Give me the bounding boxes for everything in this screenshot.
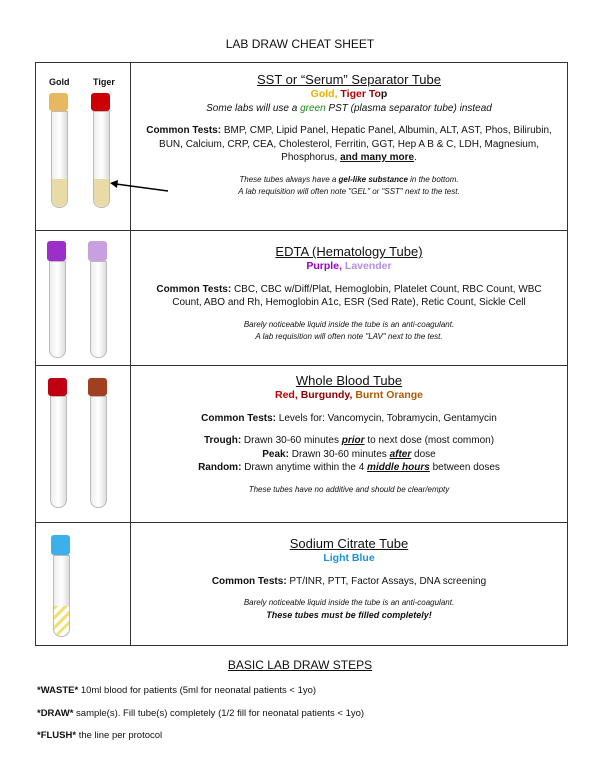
random-text: between doses (429, 462, 500, 473)
edta-anticoagulant-note: Barely noticeable liquid inside the tube is an anti-coagulant. (243, 319, 455, 329)
edta-description (131, 231, 568, 366)
random-line (131, 461, 567, 475)
edta-colors (131, 260, 567, 274)
tests-label: Common Tests: (211, 575, 287, 587)
color-lavender: Lavender (344, 260, 392, 272)
row-whole-blood (36, 366, 568, 523)
sst-tests (131, 124, 567, 165)
tests-more: and many more (340, 152, 415, 163)
red-tube (50, 396, 67, 508)
step-text: 10ml blood for patients (5ml for neonatal patients < 1yo) (78, 685, 317, 696)
edta-requisition-note: A lab requisition will often note "LAV" next to the test. (255, 331, 443, 341)
citrate-heading: Sodium Citrate Tube (289, 536, 409, 551)
sst-colors (131, 88, 567, 102)
color-top: p (380, 88, 388, 100)
whole-blood-heading: Whole Blood Tube (295, 373, 403, 388)
color-burgundy: Burgundy, (300, 389, 353, 401)
color-red: Red, (275, 389, 298, 401)
peak-line (131, 448, 567, 462)
edta-tests (131, 283, 567, 310)
color-tiger: Ti (340, 88, 350, 100)
tests-label: Common Tests: (146, 125, 222, 136)
step-label: *FLUSH* (37, 730, 77, 741)
color-tiger: r (361, 88, 366, 100)
gold-tube (51, 111, 68, 208)
purple-tube-cap (47, 241, 66, 261)
trough-label: Trough: (203, 435, 242, 446)
sst-heading: SST or “Serum” Separator Tube (256, 72, 441, 87)
whole-blood-note: These tubes have no additive and should be clear/empty (248, 484, 450, 494)
tests-label: Common Tests: (156, 283, 232, 295)
note-text: Some labs will use a (206, 102, 301, 114)
random-label: Random: (198, 462, 242, 473)
foot-text: These tubes always have a (239, 174, 339, 184)
trough-text: Drawn 30-60 minutes (241, 435, 342, 446)
step-draw (37, 708, 364, 719)
step-waste (37, 685, 316, 696)
note-green: green (300, 102, 326, 114)
light-blue-tube-cap (51, 535, 70, 555)
color-top: To (368, 88, 381, 100)
sst-description (131, 63, 568, 231)
peak-text: Drawn 30-60 minutes (288, 448, 390, 460)
color-gold: Gold, (310, 88, 338, 100)
lavender-tube-cap (88, 241, 107, 261)
step-label: *WASTE* (37, 685, 79, 696)
sst-tube-images (36, 63, 131, 231)
foot-bold: gel-like substance (338, 174, 408, 184)
foot-text: in the bottom. (407, 174, 459, 184)
sst-requisition-note: A lab requisition will often note "GEL" or "SST" next to the test. (238, 186, 460, 196)
light-blue-tube (53, 555, 70, 637)
row-edta (36, 231, 568, 366)
color-burnt-orange: Burnt Orange (355, 389, 423, 401)
tests-list: CBC, CBC w/Diff/Plat, Hemoglobin, Platelet Count, RBC Count, WBC Count, ABO and Rh, Hemoglobin A1c, ESR (Sed Rate), Retic Count, Sickle Cell (172, 283, 542, 308)
random-text: Drawn anytime within the 4 (241, 462, 368, 473)
gel-arrow-icon (108, 179, 168, 199)
trough-line (131, 434, 567, 448)
citrate-tests (131, 575, 567, 589)
step-flush (37, 730, 162, 741)
page-title: LAB DRAW CHEAT SHEET (225, 37, 375, 51)
citrate-tube-images (36, 523, 131, 646)
tests-label: Common Tests: (201, 412, 276, 424)
tests-list: Levels for: Vancomycin, Tobramycin, Gentamycin (275, 412, 497, 424)
row-citrate (36, 523, 568, 646)
tests-list: PT/INR, PTT, Factor Assays, DNA screening (286, 575, 487, 587)
citrate-anticoagulant-note: Barely noticeable liquid inside the tube is an anti-coagulant. (243, 598, 455, 607)
gold-tube-cap (49, 93, 68, 111)
whole-blood-tests (131, 412, 567, 426)
peak-emphasis: after (389, 448, 412, 460)
tiger-tube-cap (91, 93, 110, 111)
edta-tube-images (36, 231, 131, 366)
peak-label: Peak: (262, 448, 289, 460)
citrate-description (131, 523, 568, 646)
tests-end: . (414, 152, 417, 163)
whole-blood-tube-images (36, 366, 131, 523)
row-sst (36, 63, 568, 231)
burnt-orange-tube-cap (88, 378, 107, 396)
citrate-color: Light Blue (323, 552, 375, 564)
step-text: sample(s). Fill tube(s) completely (1/2 fill for neonatal patients < 1yo) (73, 708, 365, 719)
tests-list: BMP, CMP, Lipid Panel, Hepatic Panel, Albumin, ALT, AST, Phos, Bilirubin, BUN, Calcium, CRP, CEA, Cholesterol, Ferritin, GGT, Hep A B & C, LDH, Magnesium, Phosphorus, (159, 125, 552, 163)
burnt-orange-tube (90, 396, 107, 508)
step-label: *DRAW* (37, 708, 74, 719)
color-purple: Purple, (306, 260, 342, 272)
tiger-label: Tiger (93, 77, 115, 87)
sst-gel-note (131, 174, 567, 186)
purple-tube (49, 261, 66, 358)
color-tiger: ge (349, 88, 362, 100)
note-text: PST (plasma separator tube) instead (325, 102, 492, 114)
citrate-fill-note: These tubes must be filled completely! (266, 610, 432, 620)
edta-heading: EDTA (Hematology Tube) (275, 244, 423, 259)
red-tube-cap (48, 378, 67, 396)
tube-table (35, 62, 568, 646)
whole-blood-colors (131, 389, 567, 403)
step-text: the line per protocol (76, 730, 163, 741)
trough-text: to next dose (most common) (364, 435, 495, 446)
whole-blood-description (131, 366, 568, 523)
lavender-tube (90, 261, 107, 358)
peak-text: dose (411, 448, 436, 460)
random-emphasis: middle hours (367, 462, 430, 473)
steps-title: BASIC LAB DRAW STEPS (227, 658, 373, 672)
sst-pst-note (131, 102, 567, 116)
trough-emphasis: prior (341, 435, 365, 446)
gold-label: Gold (49, 77, 70, 87)
